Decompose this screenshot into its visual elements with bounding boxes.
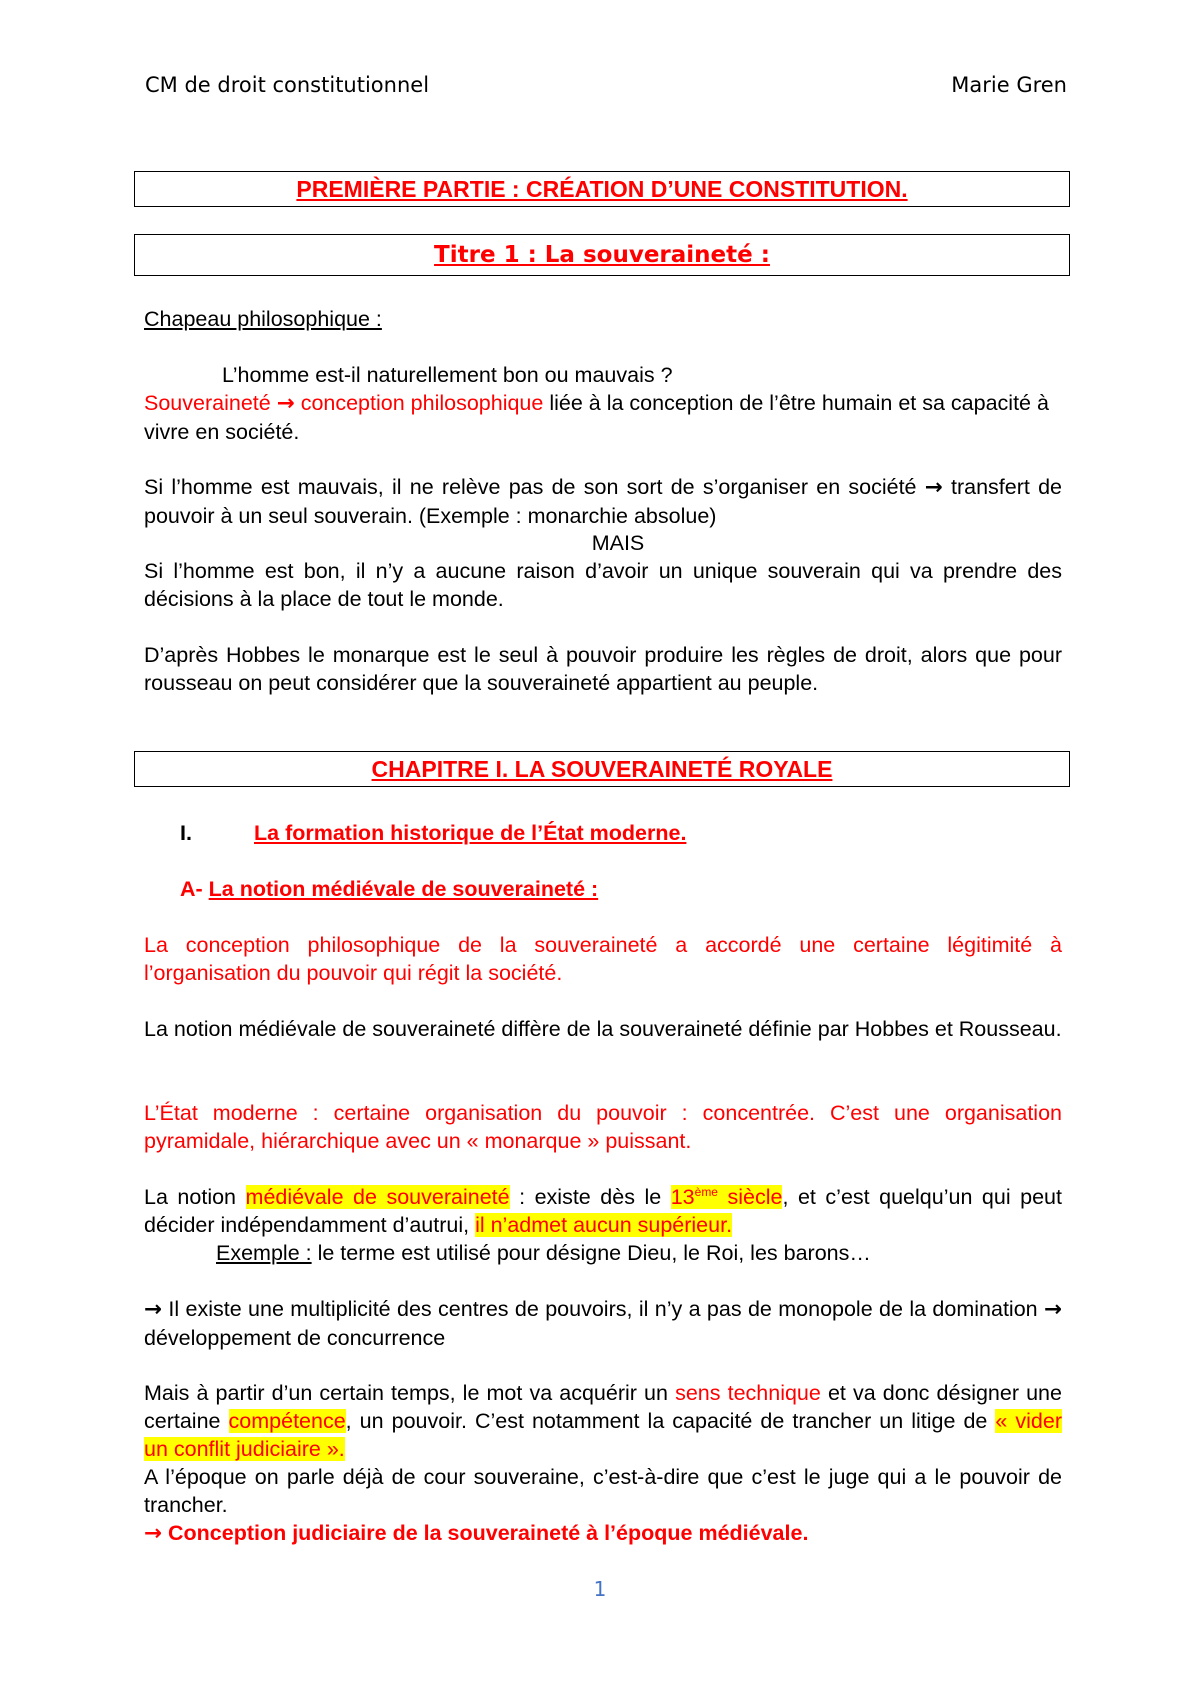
paragraph-6: La notion médiévale de souveraineté diffère de la souveraineté définie par Hobbes et Rousseau. [144, 1017, 1062, 1041]
arrow-icon: → [1043, 1297, 1062, 1322]
p1-conception: conception philosophique [300, 391, 544, 415]
exemple-text: le terme est utilisé pour désigne Dieu, le Roi, les barons… [311, 1241, 871, 1265]
arrow-icon: → [924, 475, 943, 500]
paragraph-9: → Il existe une multiplicité des centres de pouvoirs, il n’y a pas de monopole de la domination → développement de concurrence [144, 1297, 1062, 1350]
header-right: Marie Gren [951, 73, 1067, 97]
paragraph-10: Mais à partir d’un certain temps, le mot va acquérir un sens technique et va donc désigner une certaine compétence, un pouvoir. C’est notamment la capacité de trancher un litige de « vider un conflit judiciaire ». [144, 1381, 1062, 1461]
paragraph-4: D’après Hobbes le monarque est le seul à pouvoir produire les règles de droit, alors que pour rousseau on peut considérer que la souveraineté appartient au peuple. [144, 643, 1062, 695]
header-left: CM de droit constitutionnel [145, 73, 430, 97]
exemple-label: Exemple : [216, 1241, 312, 1265]
paragraph-11: A l’époque on parle déjà de cour souveraine, c’est-à-dire que c’est le juge qui a le pouvoir de trancher. [144, 1465, 1062, 1517]
sens-technique: sens technique [675, 1381, 821, 1405]
chapter-title: CHAPITRE I. LA SOUVERAINETÉ ROYALE [371, 756, 833, 782]
exemple [144, 1239, 1062, 1267]
page-number: 1 [593, 1577, 607, 1601]
part-title: PREMIÈRE PARTIE : CRÉATION D’UNE CONSTITUTION. [296, 176, 908, 202]
paragraph-2: Si l’homme est mauvais, il ne relève pas de son sort de s’organiser en société → transfert de pouvoir à un seul souverain. (Exemple : monarchie absolue) [144, 475, 1062, 528]
mais: MAIS [591, 531, 645, 555]
question: L’homme est-il naturellement bon ou mauvais ? [222, 363, 673, 387]
section-A-title: La notion médiévale de souveraineté : [208, 877, 599, 901]
highlight-superieur: il n’admet aucun supérieur. [475, 1213, 733, 1237]
section-1 [180, 819, 1060, 847]
paragraph-5: La conception philosophique de la souveraineté a accordé une certaine légitimité à l’organisation du pouvoir qui régit la société. [144, 933, 1062, 985]
section-1-num: I. [180, 821, 192, 845]
highlight-competence: compétence [228, 1409, 346, 1433]
chapeau-heading: Chapeau philosophique : [144, 307, 382, 331]
highlight-vider: « vider un conflit judiciaire ». [144, 1409, 1062, 1461]
highlight-siecle: 13ème siècle [670, 1184, 783, 1209]
p1-rest: liée à la conception de l’être humain et sa capacité à vivre en société. [144, 391, 1049, 444]
titre1-box [134, 234, 1070, 276]
paragraph-3: Si l’homme est bon, il n’y a aucune raison d’avoir un unique souverain qui va prendre des décisions à la place de tout le monde. [144, 559, 1062, 611]
paragraph-8: La notion médiévale de souveraineté : existe dès le 13ème siècle, et c’est quelqu’un qui peut décider indépendamment d’autrui, il n’admet aucun supérieur. [144, 1184, 1062, 1237]
arrow-icon: → [144, 1297, 163, 1322]
paragraph-7: L’État moderne : certaine organisation du pouvoir : concentrée. C’est une organisation pyramidale, hiérarchique avec un « monarque » puissant. [144, 1101, 1062, 1153]
conclusion: → Conception judiciaire de la souveraineté à l’époque médiévale. [144, 1521, 809, 1546]
arrow-icon: → [144, 1521, 163, 1546]
part-title-box [134, 171, 1070, 207]
highlight-medievale: médiévale de souveraineté [245, 1185, 510, 1209]
chapter-box [134, 751, 1070, 787]
section-A-num: A- [180, 877, 203, 901]
section-1-title: La formation historique de l’État moderne. [254, 821, 687, 845]
arrow-icon: → [276, 391, 295, 416]
section-A [180, 875, 1060, 903]
titre1: Titre 1 : La souveraineté : [434, 242, 770, 268]
p1-souverainete: Souveraineté [144, 391, 271, 415]
paragraph-1 [144, 389, 1062, 446]
